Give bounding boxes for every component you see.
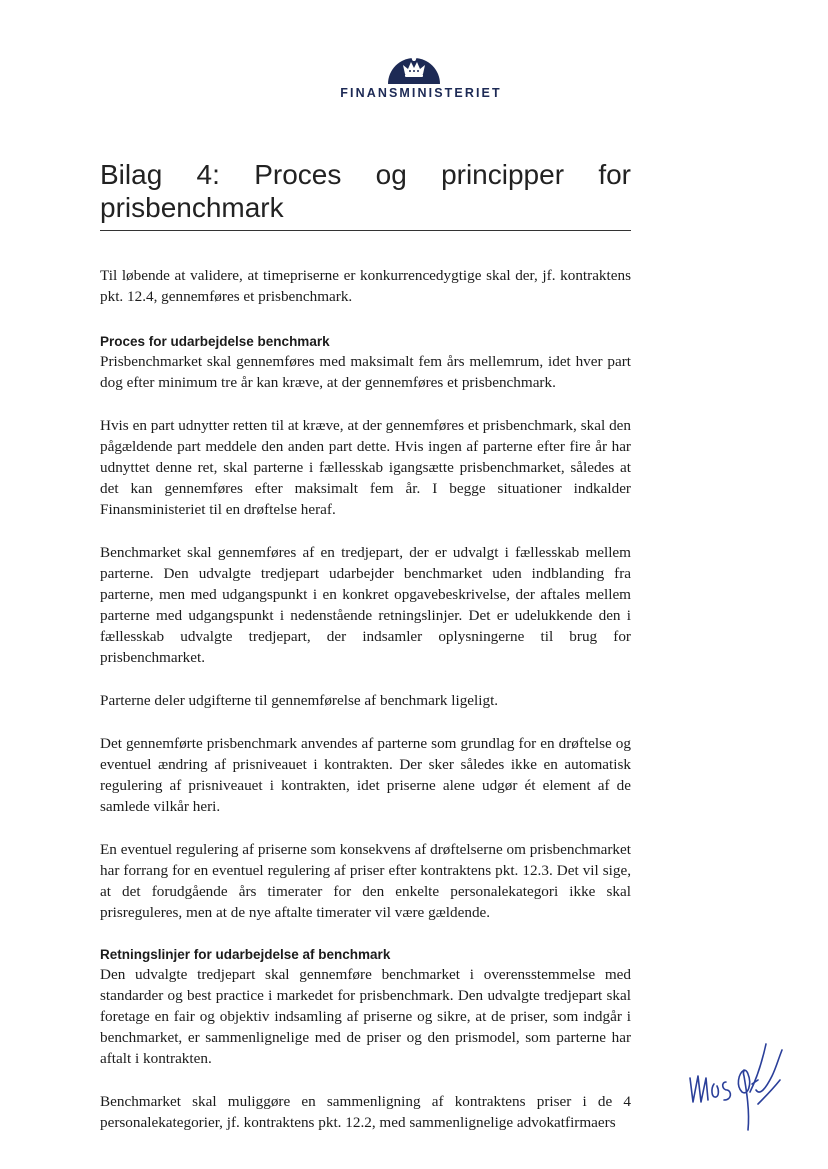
paragraph: Hvis en part udnytter retten til at kræve, at der gennemføres et prisbenchmark, skal den pågældende part meddele den anden part dette. Hvis ingen af parterne efter fire år har udnyttet denne ret, skal parterne i fællesskab igangsætte prisbenchmarket, således at det kan gennemføres efter maksimalt fem år. I begge situationer indkalder Finansministeriet til en drøftelse heraf.	[100, 417, 631, 518]
title-divider	[100, 230, 631, 231]
page-title: Bilag 4: Proces og principper for prisbenchmark	[100, 159, 631, 223]
paragraph: Benchmarket skal gennemføres af en tredjepart, der er udvalgt i fællesskab mellem parterne. Den udvalgte tredjepart udarbejder benchmarket uden indblanding fra parterne, men med udgangspunkt i en konkret opgavebeskrivelse, der aftales mellem parterne med udgangspunkt i nedenstående retningslinjer. Det er udelukkende den i fællesskab udvalgte tredjepart, der indsamler oplysningerne til brug for prisbenchmarket.	[100, 544, 631, 666]
section-heading-process: Proces for udarbejdelse benchmark	[100, 334, 330, 349]
paragraph: Parterne deler udgifterne til gennemførelse af benchmark ligeligt.	[100, 692, 499, 709]
crown-emblem-icon	[386, 52, 442, 84]
section-heading-guidelines: Retningslinjer for udarbejdelse af benchmark	[100, 947, 391, 962]
paragraph: Benchmarket skal muliggøre en sammenligning af kontraktens priser i de 4 personalekategorier, jf. kontraktens pkt. 12.2, med sammenlignelige advokatfirmaers	[100, 1093, 631, 1131]
intro-paragraph: Til løbende at validere, at timepriserne er konkurrencedygtige skal der, jf. kontraktens pkt. 12.4, gennemføres et prisbenchmark.	[100, 267, 631, 305]
paragraph: Det gennemførte prisbenchmark anvendes af parterne som grundlag for en drøftelse og eventuel ændring af prisniveauet i kontrakten. Der sker således ikke en automatisk regulering af prisniveauet i kontrakten, idet priserne alene udgør ét element af de samlede vilkår heri.	[100, 735, 631, 815]
document-body	[100, 265, 631, 1155]
paragraph: Prisbenchmarket skal gennemføres med maksimalt fem års mellemrum, idet hver part dog efter minimum tre år kan kræve, at der gennemføres et prisbenchmark.	[100, 353, 631, 391]
ministry-logo	[0, 52, 828, 100]
logo-wordmark: FINANSMINISTERIET	[340, 86, 502, 100]
paragraph: Den udvalgte tredjepart skal gennemføre benchmarket i overensstemmelse med standarder og best practice i markedet for prisbenchmark. Den udvalgte tredjepart skal foretage en fair og objektiv indsamling af priserne og sikre, at de priser, som indgår i benchmarket, er sammenlignelige med de priser og den prismodel, som parterne har aftalt i kontrakten.	[100, 966, 631, 1067]
handwritten-initials-signature	[686, 1040, 796, 1145]
paragraph: En eventuel regulering af priserne som konsekvens af drøftelserne om prisbenchmarket har forrang for en eventuel regulering af priser efter kontraktens pkt. 12.3. Det vil sige, at det forudgående års timerater for den enkelte personalekategori ikke skal prisreguleres, men at de nye aftalte timerater vil være gældende.	[100, 841, 631, 921]
